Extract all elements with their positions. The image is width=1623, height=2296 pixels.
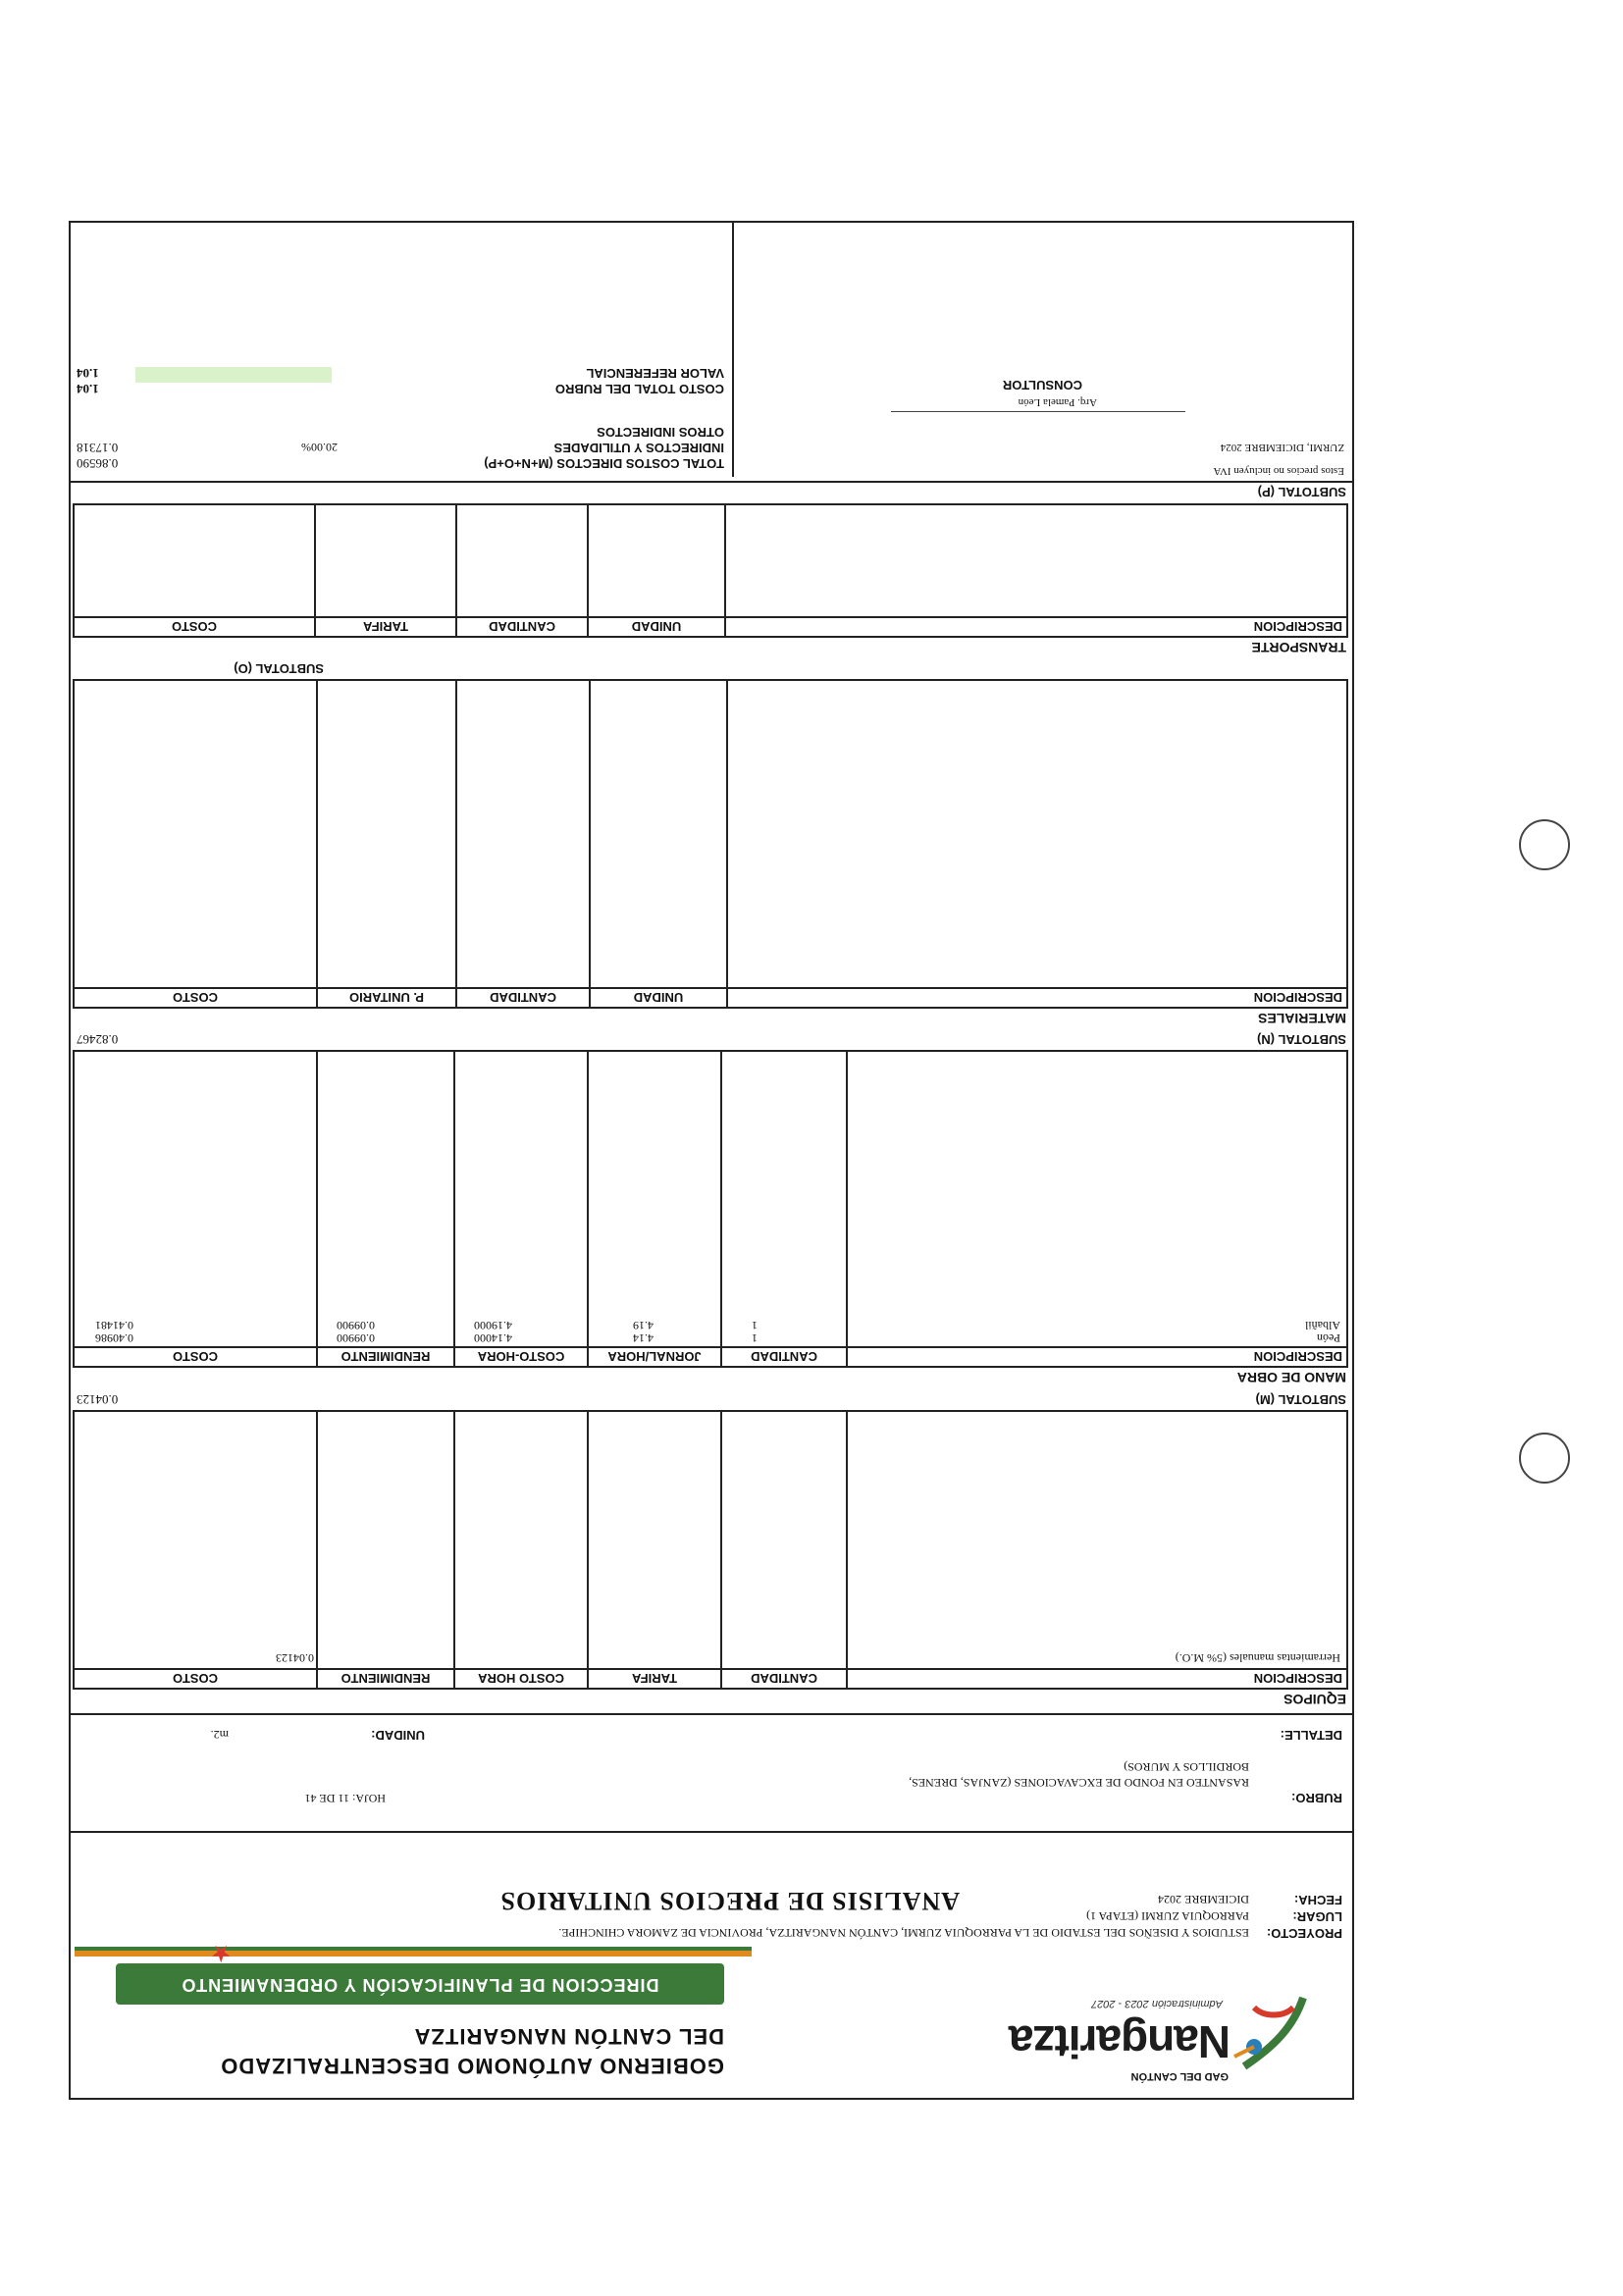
lugar-value: PARROQUIA ZURMI (ETAPA 1) [1086,1909,1249,1923]
valor-referencial-value: 1.04 [77,366,99,381]
mo-col-rendimiento: RENDIMIENTO [318,1346,455,1366]
proyecto-label: PROYECTO: [1266,1926,1342,1941]
logo-wordmark: Nangaritza [1009,2016,1230,2067]
otros-indirectos-label: OTROS INDIRECTOS [597,425,724,440]
mo-row1-jornal: 4.14 [633,1331,654,1345]
col-divider [314,505,316,636]
punch-hole [1519,1433,1570,1484]
mo-row2-costo: 0.41481 [95,1319,133,1332]
col-divider [846,1412,848,1688]
proyecto-value: ESTUDIOS Y DISEÑOS DEL ESTADIO DE LA PARROQUIA ZURMI, CANTÓN NANGARITZA, PROVINCIA DE ZAMORA CHINCHIPE. [558,1926,1249,1940]
mat-col-descripcion: DESCRIPCION [1253,990,1342,1005]
tr-col-unidad: UNIDAD [589,616,726,636]
tr-col-tarifa: TARIFA [316,616,457,636]
total-directos-value: 0.86590 [77,456,119,471]
fecha-label: FECHA: [1293,1893,1342,1907]
col-divider [587,1052,589,1366]
mo-row1-rendimiento: 0.09900 [337,1331,375,1345]
orange-stripe [75,1951,752,1957]
star-icon: ★ [210,1940,232,1966]
mat-col-unidad: UNIDAD [591,987,728,1007]
materiales-table [73,679,1348,1009]
equipos-row-costo: 0.04123 [276,1651,314,1665]
col-divider [316,1052,318,1366]
document-header [71,1831,1352,2098]
materiales-subtotal-label: SUBTOTAL (O) [234,661,324,676]
equipos-subtotal-value: 0.04123 [77,1392,119,1407]
logo-admin-period: Administración 2023 - 2027 [1091,1998,1223,2009]
costo-total-label: COSTO TOTAL DEL RUBRO [554,382,724,396]
totals-column-divider [732,223,734,477]
detalle-label: DETALLE: [1280,1728,1342,1743]
col-divider [453,1412,455,1688]
mo-row2-descripcion: Albañil [1305,1319,1340,1332]
gad-title [220,2021,724,2080]
transporte-subtotal-label: SUBTOTAL (P) [1257,485,1346,499]
mo-col-jornal: JORNAL/HORA [589,1346,722,1366]
col-divider [587,505,589,636]
totals-divider [71,481,1352,483]
mat-col-cantidad: CANTIDAD [457,987,591,1007]
mo-row2-rendimiento: 0.09900 [337,1319,375,1332]
tr-col-descripcion: DESCRIPCION [1253,619,1342,634]
col-divider [726,681,728,1007]
mo-col-costo: COSTO [75,1346,318,1366]
col-divider [720,1052,722,1366]
rubro-line2: BORDILLOS Y MUROS) [1124,1760,1249,1774]
lugar-label: LUGAR: [1292,1909,1342,1924]
mo-row1-cantidad: 1 [752,1331,758,1345]
equipos-col-costo-hora: COSTO HORA [455,1668,589,1688]
col-divider [846,1052,848,1366]
green-stripe [75,1947,752,1951]
place-date: ZURMI, DICIEMBRE 2024 [1220,442,1344,453]
department-name: DIRECCION DE PLANIFICACIÓN Y ORDENAMIENTO [181,1975,659,1995]
tr-col-cantidad: CANTIDAD [457,616,589,636]
tr-col-costo: COSTO [75,616,316,636]
equipos-row-descripcion: Herramientas manuales (5% M.O.) [1175,1651,1340,1665]
department-banner [116,1963,724,2005]
nangaritza-logo [1009,1978,1313,2086]
col-divider [589,681,591,1007]
mo-row1-costo-hora: 4.14000 [474,1331,512,1345]
transporte-table [73,503,1348,638]
col-divider [720,1412,722,1688]
fecha-value: DICIEMBRE 2024 [1158,1893,1249,1906]
col-divider [316,681,318,1007]
col-divider [455,505,457,636]
mo-col-cantidad: CANTIDAD [722,1346,848,1366]
hoja-number: HOJA: 11 DE 41 [304,1792,386,1805]
equipos-col-rendimiento: RENDIMIENTO [318,1668,455,1688]
col-divider [316,1412,318,1688]
mo-row2-cantidad: 1 [752,1319,758,1332]
mano-obra-subtotal-value: 0.82467 [77,1032,119,1047]
document-title: ANALISIS DE PRECIOS UNITARIOS [499,1887,960,1915]
mo-col-costo-hora: COSTO-HORA [455,1346,589,1366]
equipos-col-cantidad: CANTIDAD [722,1668,848,1688]
mo-row2-costo-hora: 4.19000 [474,1319,512,1332]
col-divider [455,681,457,1007]
rubro-label: RUBRO: [1291,1791,1342,1805]
equipos-col-descripcion: DESCRIPCION [1253,1671,1342,1686]
indirectos-pct: 20.00% [301,441,338,454]
equipos-col-tarifa: TARIFA [589,1668,722,1688]
transporte-title: TRANSPORTE [1251,640,1346,655]
col-divider [587,1412,589,1688]
indirectos-value: 0.17318 [77,441,119,455]
valor-referencial-label: VALOR REFERENCIAL [586,366,724,381]
signature-line [891,411,1185,412]
equipos-col-costo: COSTO [75,1668,318,1688]
rubro-block [71,1713,1352,1833]
mano-obra-title: MANO DE OBRA [1236,1370,1346,1385]
col-divider [724,505,726,636]
unidad-value: m2. [210,1728,229,1742]
apu-sheet [69,221,1354,2100]
mat-col-p-unitario: P. UNITARIO [318,987,457,1007]
mo-row2-jornal: 4.19 [633,1319,654,1332]
unidad-label: UNIDAD: [371,1728,425,1743]
equipos-header-row [75,1668,1346,1688]
mano-obra-table [73,1050,1348,1368]
equipos-title: EQUIPOS [1283,1692,1346,1707]
mano-obra-header-row [75,1346,1346,1366]
mo-col-descripcion: DESCRIPCION [1253,1349,1342,1364]
equipos-subtotal-label: SUBTOTAL (M) [1255,1392,1346,1407]
equipos-table [73,1410,1348,1690]
materiales-header-row [75,987,1346,1007]
costo-total-value: 1.04 [77,382,99,396]
rubro-line1: RASANTEO EN FONDO DE EXCAVACIONES (ZANJAS, DRENES, [909,1776,1249,1790]
mo-row1-costo: 0.40986 [95,1331,133,1345]
signer-role: CONSULTOR [1002,378,1082,392]
mano-obra-subtotal-label: SUBTOTAL (N) [1257,1032,1346,1047]
logo-small-text: GAD DEL CANTÓN [1130,2070,1229,2082]
mat-col-costo: COSTO [75,987,318,1007]
total-directos-label: TOTAL COSTOS DIRECTOS (M+N+O+P) [484,456,724,471]
indirectos-label: INDIRECTOS Y UTILIDADES [553,441,724,455]
iva-note: Estos precios no incluyen IVA [1213,465,1344,477]
gad-title-line2: DEL CANTÓN NANGARITZA [413,2024,724,2049]
signer-name: Arq. Pamela León [1018,396,1097,408]
punch-hole [1519,819,1570,870]
gad-title-line1: GOBIERNO AUTÓNOMO DESCENTRALIZADO [220,2054,724,2078]
mo-row1-descripcion: Peón [1317,1331,1340,1345]
hummingbird-logo-icon [1230,1988,1313,2086]
col-divider [453,1052,455,1366]
transporte-header-row [75,616,1346,636]
materiales-title: MATERIALES [1258,1011,1346,1026]
